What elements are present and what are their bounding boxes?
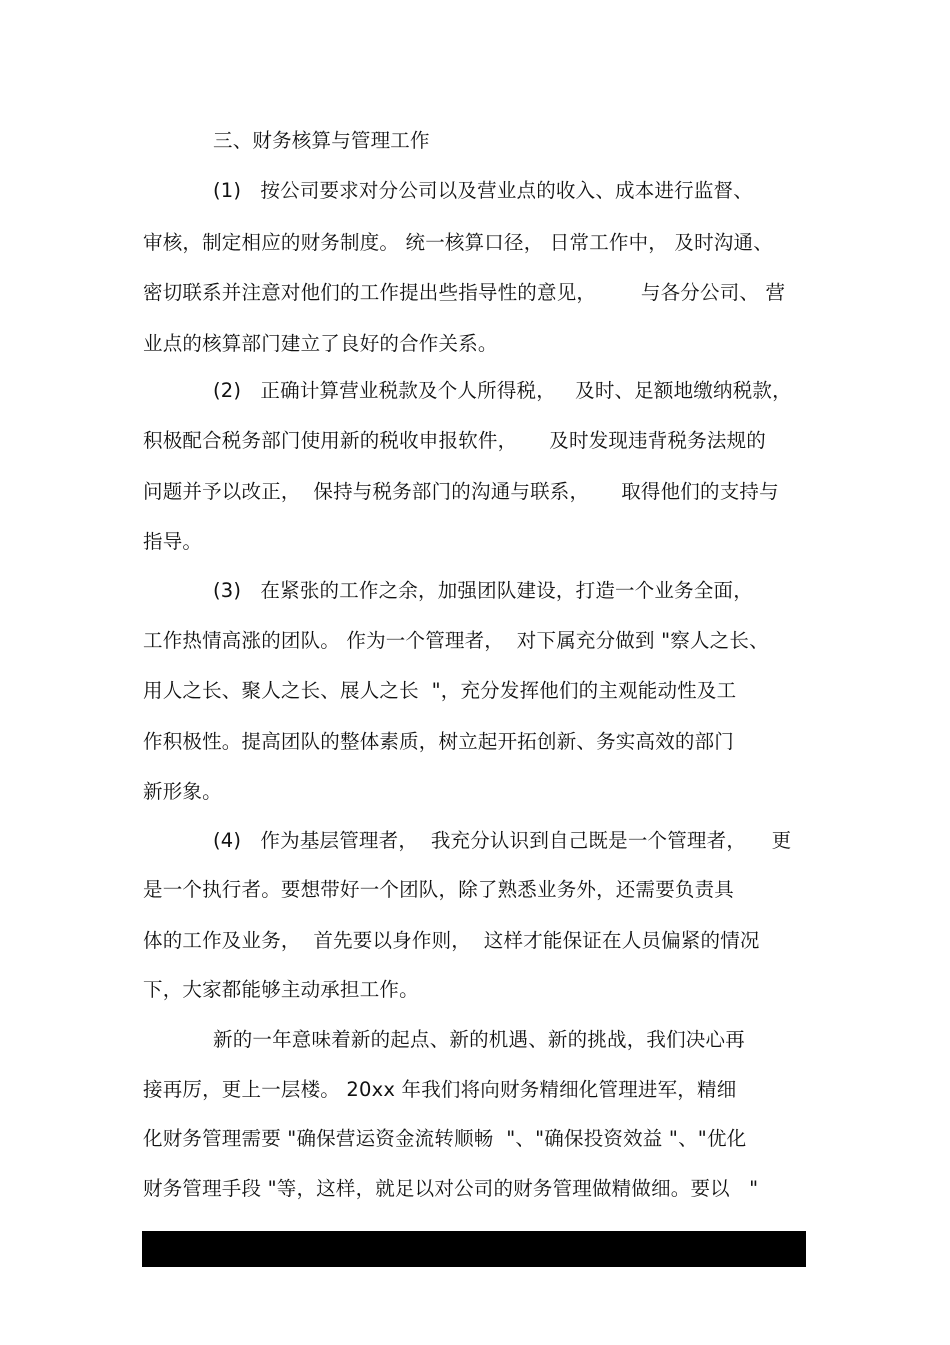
paragraph-3-line-5: 新形象。 — [143, 780, 222, 803]
redaction-bar — [142, 1231, 806, 1267]
paragraph-3-line-1: (3) 在紧张的工作之余，加强团队建设，打造一个业务全面， — [213, 579, 753, 602]
paragraph-2-line-4: 指导。 — [143, 530, 203, 553]
paragraph-3-line-4: 作积极性。提高团队的整体素质，树立起开拓创新、务实高效的部门 — [143, 730, 735, 753]
paragraph-2-line-3: 问题并予以改正， 保持与税务部门的沟通与联系， 取得他们的支持与 — [143, 480, 779, 503]
paragraph-5-line-1: 新的一年意味着新的起点、新的机遇、新的挑战，我们决心再 — [213, 1028, 745, 1051]
paragraph-1-line-4: 业点的核算部门建立了良好的合作关系。 — [143, 332, 498, 355]
paragraph-4-line-4: 下，大家都能够主动承担工作。 — [143, 978, 419, 1001]
paragraph-1-line-3: 密切联系并注意对他们的工作提出些指导性的意见， 与各分公司、 营 — [143, 281, 786, 304]
paragraph-4-line-2: 是一个执行者。要想带好一个团队，除了熟悉业务外，还需要负责具 — [143, 878, 735, 901]
paragraph-3-line-3: 用人之长、聚人之长、展人之长 "，充分发挥他们的主观能动性及工 — [143, 679, 737, 702]
paragraph-2-line-2: 积极配合税务部门使用新的税收申报软件， 及时发现违背税务法规的 — [143, 429, 766, 452]
paragraph-3-line-2: 工作热情高涨的团队。 作为一个管理者， 对下属充分做到 "察人之长、 — [143, 629, 769, 652]
paragraph-5-line-4: 财务管理手段 "等，这样，就足以对公司的财务管理做精做细。要以 " — [143, 1177, 759, 1200]
paragraph-5-line-2: 接再厉，更上一层楼。 20xx 年我们将向财务精细化管理进军，精细 — [143, 1078, 737, 1101]
section-heading: 三、财务核算与管理工作 — [213, 129, 430, 152]
paragraph-5-line-3: 化财务管理需要 "确保营运资金流转顺畅 "、"确保投资效益 "、"优化 — [143, 1127, 747, 1150]
paragraph-2-line-1: (2) 正确计算营业税款及个人所得税， 及时、足额地缴纳税款， — [213, 379, 792, 402]
paragraph-4-line-1: (4) 作为基层管理者， 我充分认识到自己既是一个管理者， 更 — [213, 829, 792, 852]
paragraph-1-line-2: 审核，制定相应的财务制度。 统一核算口径， 日常工作中， 及时沟通、 — [143, 231, 773, 254]
paragraph-1-line-1: (1) 按公司要求对分公司以及营业点的收入、成本进行监督、 — [213, 179, 753, 202]
paragraph-4-line-3: 体的工作及业务， 首先要以身作则， 这样才能保证在人员偏紧的情况 — [143, 929, 760, 952]
